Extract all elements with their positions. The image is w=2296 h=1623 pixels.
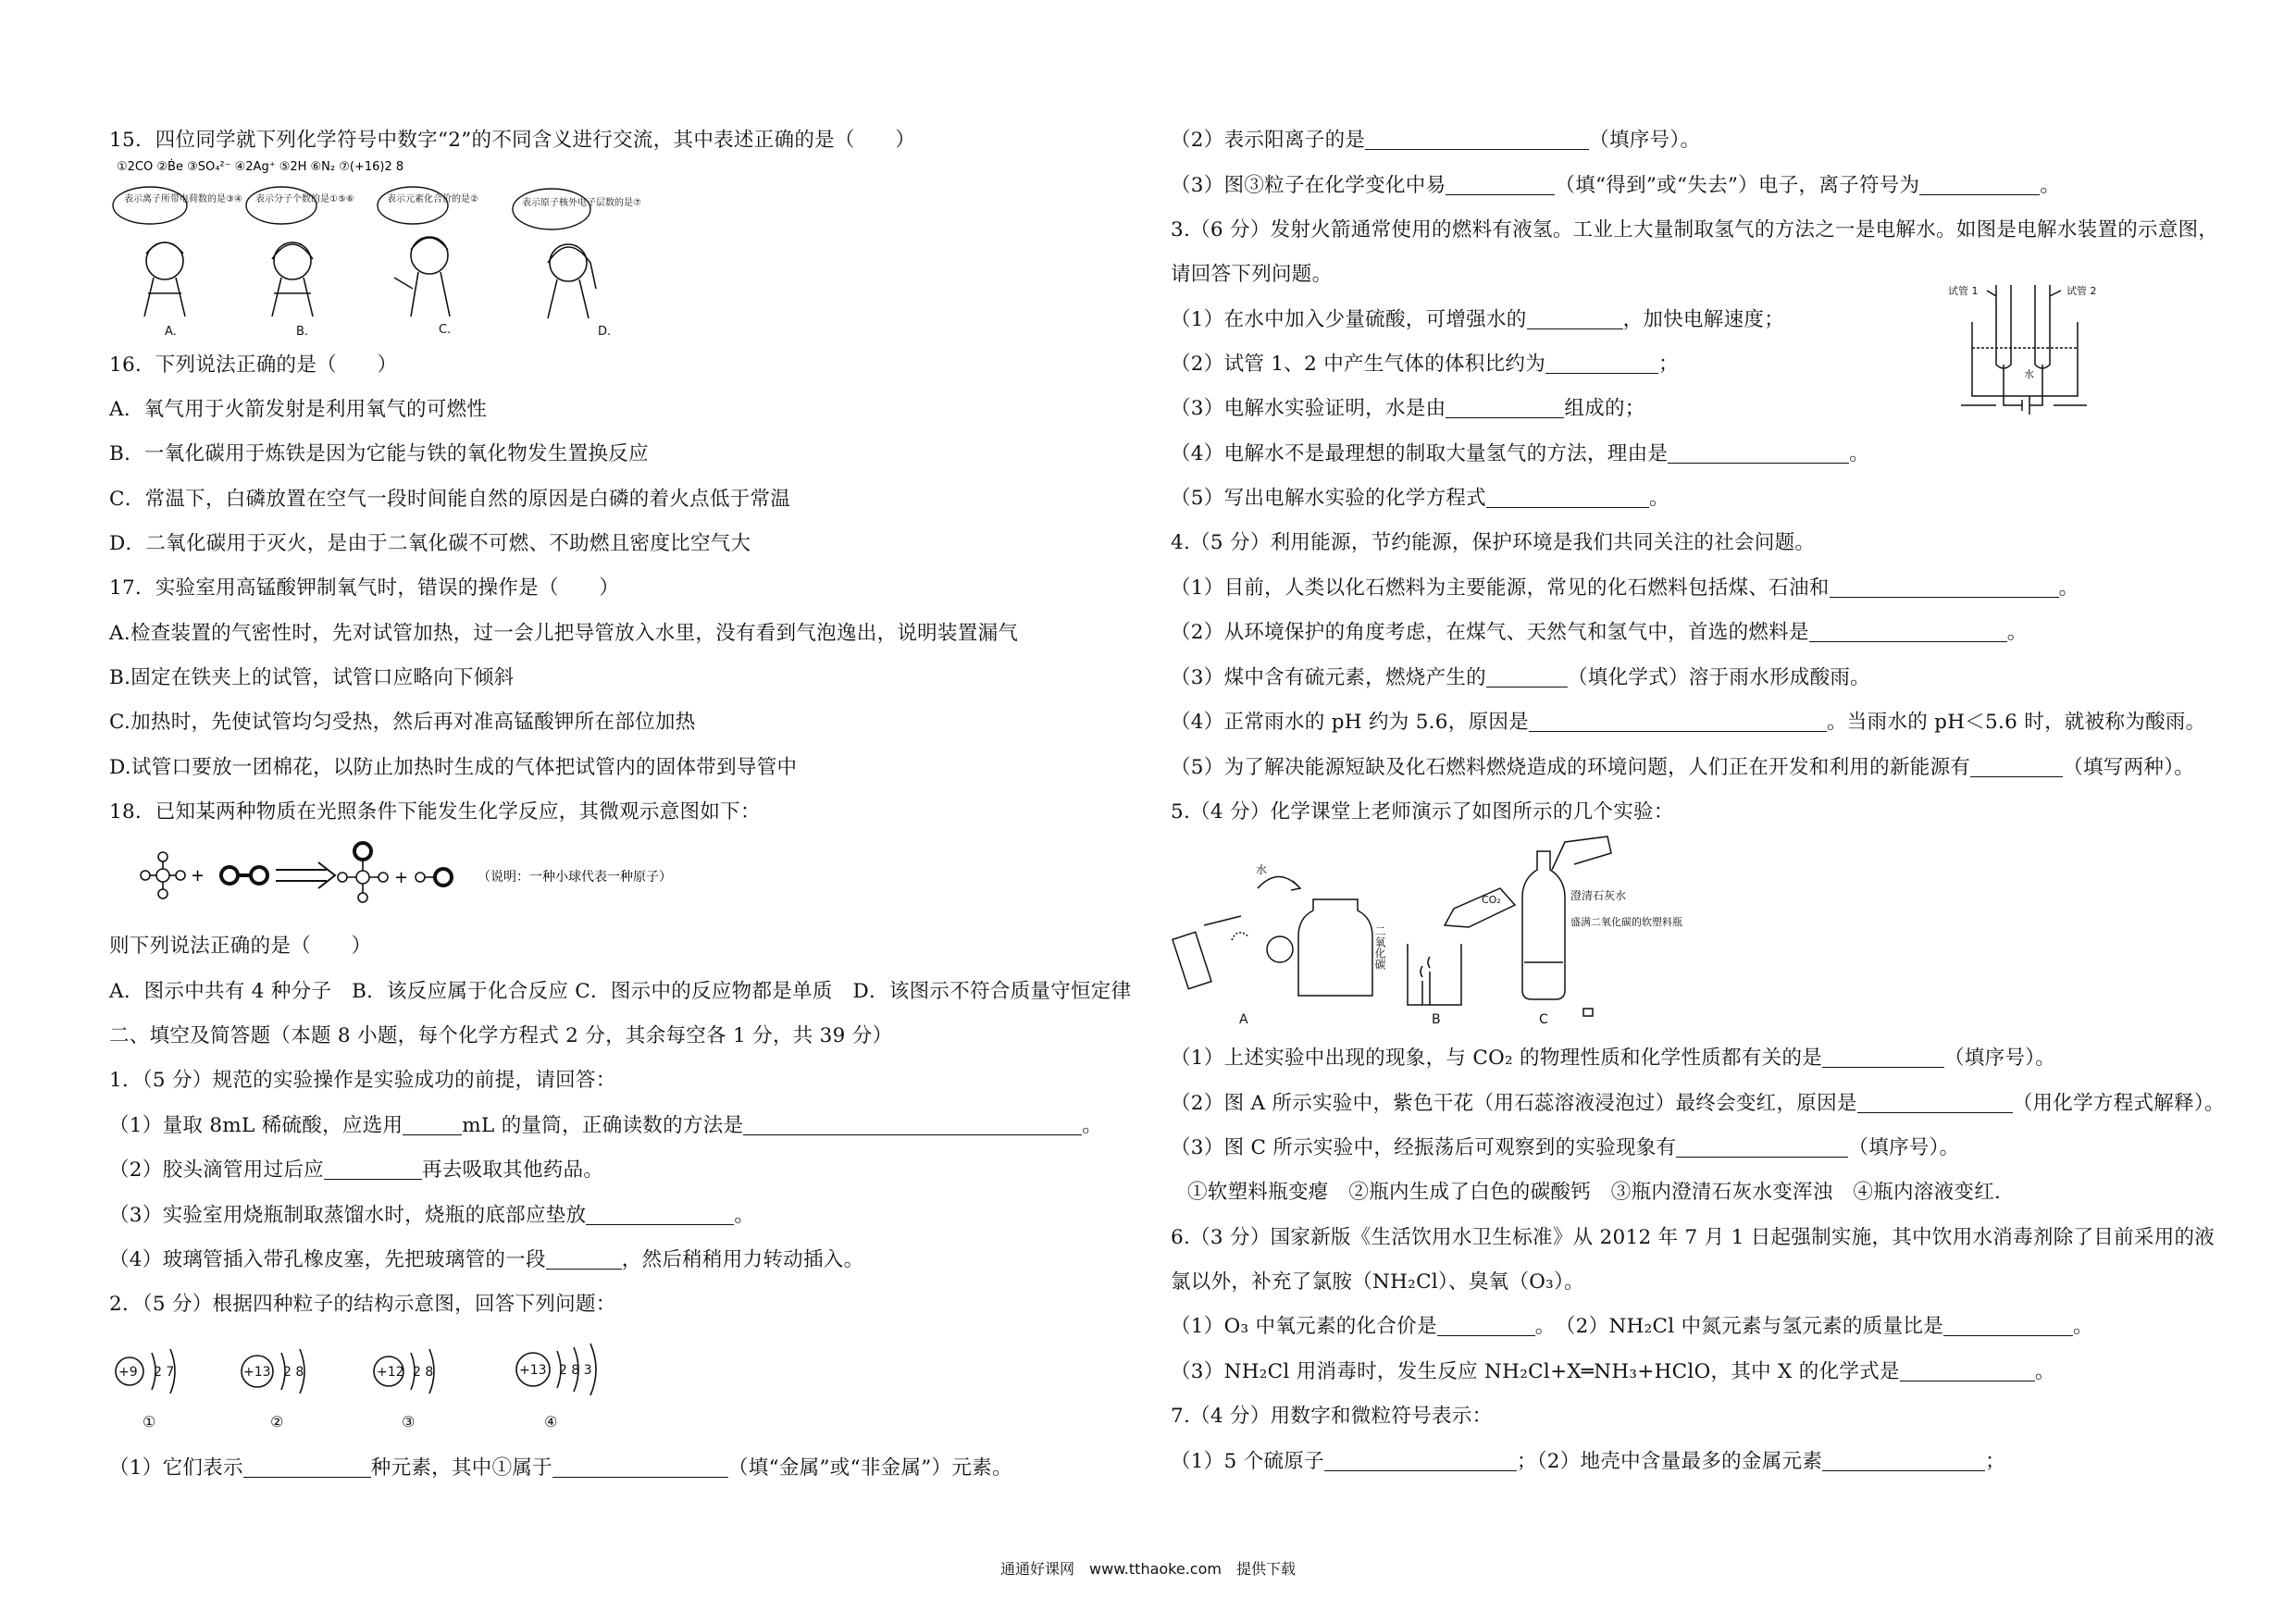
q4-p5-text-b: （填写两种）。 — [2063, 756, 2195, 779]
q18-note: （说明：一种小球代表一种原子） — [478, 870, 672, 885]
q6-stem-line1: 6.（3 分）国家新版《生活饮用水卫生标准》从 2012 年 7 月 1 日起强制实施，其中饮用水消毒剂除了目前采用的液 — [1171, 1226, 2215, 1249]
q1-p2-text-a: （2）胶头滴管用过后应 — [109, 1158, 324, 1182]
q5-p3-blank[interactable] — [1676, 1135, 1848, 1158]
q2-p3-text-b: （填“得到”或“失去”）电子，离子符号为 — [1555, 174, 1920, 197]
q1-stem: 1．（5 分）规范的实验操作是实验成功的前提，请回答： — [109, 1069, 616, 1092]
q3-p4-blank[interactable] — [1668, 441, 1849, 464]
q2-stem: 2．（5 分）根据四种粒子的结构示意图，回答下列问题： — [109, 1293, 616, 1316]
q3-p5-blank[interactable] — [1486, 486, 1649, 508]
q5-part3 — [1171, 1134, 1959, 1162]
q1-p3-blank[interactable] — [586, 1203, 734, 1225]
q16-option-b: B．一氧化碳用于炼铁是因为它能与铁的氧化物发生置换反应 — [109, 442, 649, 465]
q17-option-a: A.检查装置的气密性时，先对试管加热，过一会儿把导管放入水里，没有看到气泡逸出，说明装置漏气 — [109, 622, 1019, 645]
q6-part3 — [1171, 1358, 2055, 1386]
q6-p1-text-a: （1）O₃ 中氧元素的化合价是 — [1171, 1315, 1437, 1338]
q3-p5-text-b: 。 — [1648, 487, 1669, 510]
q3-part4 — [1171, 440, 1869, 468]
q3-p2-text-b: ； — [1658, 353, 1679, 376]
q2-p3-text-a: （3）图③粒子在化学变化中易 — [1171, 174, 1446, 197]
q2-part1 — [109, 1455, 1012, 1482]
q6-stem-line2: 氯以外，补充了氯胺（NH₂Cl）、臭氧（O₃）。 — [1171, 1270, 1584, 1294]
q1-p3-text-a: （3）实验室用烧瓶制取蒸馏水时，烧瓶的底部应垫放 — [109, 1204, 587, 1227]
page-footer: 通通好课网 www.tthaoke.com 提供下载 — [1000, 1560, 1296, 1578]
q3-part2 — [1171, 351, 1679, 378]
q5-part2 — [1171, 1090, 2225, 1118]
q1-p1-blank-1[interactable] — [403, 1113, 462, 1135]
q4-p1-text-b: 。 — [2058, 576, 2079, 600]
q3-p3-text-b: 组成的； — [1564, 397, 1645, 420]
q7-stem: 7.（4 分）用数字和微粒符号表示： — [1171, 1405, 1493, 1428]
q17-stem: 17．实验室用高锰酸钾制氧气时，错误的操作是（ ） — [109, 576, 620, 600]
q1-part3 — [109, 1202, 754, 1230]
q2-p1-blank-2[interactable] — [552, 1456, 728, 1478]
q5-stem: 5.（4 分）化学课堂上老师演示了如图所示的几个实验： — [1171, 800, 1674, 824]
q4-part1 — [1171, 575, 2079, 602]
q4-p1-text-a: （1）目前，人类以化石燃料为主要能源，常见的化石燃料包括煤、石油和 — [1171, 576, 1830, 600]
q6-p1-blank-2[interactable] — [1943, 1314, 2073, 1336]
q6-p1-blank-1[interactable] — [1437, 1314, 1535, 1336]
q5-part1 — [1171, 1045, 2055, 1072]
q3-stem-line1: 3.（6 分）发射火箭通常使用的燃料有液氢。工业上大量制取氢气的方法之一是电解水。如图是电解水装置的示意图， — [1171, 218, 2219, 242]
q3-p1-text-a: （1）在水中加入少量硫酸，可增强水的 — [1171, 308, 1527, 331]
q15-bubble-a: 表示离子所带电荷数的是③④ — [124, 194, 242, 204]
q4-part5 — [1171, 754, 2194, 782]
q3-p4-text-a: （4）电解水不是最理想的制取大量氢气的方法，理由是 — [1171, 442, 1669, 465]
q1-p1-text-a: （1）量取 8mL 稀硫酸，应选用 — [109, 1114, 403, 1137]
q5-p2-text-a: （2）图 A 所示实验中，紫色干花（用石蕊溶液浸泡过）最终会变红，原因是 — [1171, 1092, 1857, 1115]
q3-p4-text-b: 。 — [1849, 442, 1869, 465]
q2-p1-shells: 2 7 — [154, 1365, 175, 1380]
section-2-heading: 二、填空及简答题（本题 8 小题，每个化学方程式 2 分，其余每空各 1 分，共 39 分） — [109, 1024, 893, 1047]
q4-part2 — [1171, 619, 2028, 647]
q15-label-a: A. — [165, 325, 177, 339]
q4-p1-blank[interactable] — [1830, 576, 2059, 598]
q5-fig-label-a: A — [1239, 1012, 1248, 1027]
q5-p1-blank[interactable] — [1822, 1046, 1944, 1068]
q4-p3-text-a: （3）煤中含有硫元素，燃烧产生的 — [1171, 666, 1486, 689]
q7-p1-text-a: （1）5 个硫原子 — [1171, 1450, 1324, 1473]
q15-label-c: C. — [439, 323, 452, 337]
q4-p5-blank[interactable] — [1970, 755, 2063, 777]
q4-p2-text-b: 。 — [2006, 621, 2028, 644]
svg-text:+: + — [394, 868, 409, 887]
q5-p2-blank[interactable] — [1857, 1091, 2013, 1113]
q18-stem: 18．已知某两种物质在光照条件下能发生化学反应，其微观示意图如下： — [109, 800, 761, 824]
q6-part1 — [1171, 1313, 2093, 1341]
q7-p1-text-b: ；（2）地壳中含量最多的金属元素 — [1516, 1450, 1823, 1473]
q5-fig-bottle: 盛满二氧化碳的软塑料瓶 — [1570, 916, 1682, 928]
q18-reaction-diagram — [137, 833, 692, 916]
q2-p4-core: +13 — [519, 1363, 547, 1378]
q3-p1-text-b: ，加快电解速度； — [1622, 308, 1784, 331]
q15-stem: 15．四位同学就下列化学符号中数字“2”的不同含义进行交流，其中表述正确的是（ ） — [109, 129, 916, 152]
q5-fig-water: 水 — [1256, 863, 1268, 876]
q1-p1-text-b: mL 的量筒，正确读数的方法是 — [462, 1114, 744, 1137]
q3-fig-tube1: 试管 1 — [1948, 285, 1979, 297]
q2-p1-label: ① — [143, 1413, 156, 1431]
q15-bubble-c: 表示元素化合价的是② — [387, 194, 478, 204]
q1-part1 — [109, 1112, 1102, 1140]
q5-p1-text-a: （1）上述实验中出现的现象，与 CO₂ 的物理性质和化学性质都有关的是 — [1171, 1047, 1823, 1070]
q4-part4 — [1171, 709, 2205, 737]
q5-choices: ①软塑料瓶变瘪 ②瓶内生成了白色的碳酸钙 ③瓶内澄清石灰水变浑浊 ④瓶内溶液变红. — [1187, 1181, 2002, 1204]
q1-p1-text-c: 。 — [1082, 1114, 1103, 1137]
q2-p3-core: +12 — [377, 1365, 404, 1380]
q2-p1-text-b: 种元素，其中①属于 — [370, 1456, 552, 1480]
q15-label-b: B. — [296, 325, 309, 339]
q1-part4 — [109, 1246, 863, 1274]
q4-p3-blank[interactable] — [1486, 665, 1568, 688]
q3-fig-tube2: 试管 2 — [2066, 285, 2097, 297]
q6-p3-text-b: 。 — [2034, 1360, 2055, 1383]
q6-p3-text-a: （3）NH₂Cl 用消毒时，发生反应 NH₂Cl+X═NH₃+HClO，其中 X 的化学式是 — [1171, 1360, 1900, 1383]
q7-p1-blank-1[interactable] — [1324, 1449, 1517, 1471]
q2-p1-blank-1[interactable] — [243, 1456, 371, 1478]
q17-option-d: D.试管口要放一团棉花，以防止加热时生成的气体把试管内的固体带到导管中 — [109, 756, 798, 779]
q2-p3-blank-1[interactable] — [1446, 173, 1555, 195]
q6-p3-blank[interactable] — [1900, 1359, 2035, 1381]
q4-p2-blank[interactable] — [1809, 620, 2007, 642]
q16-option-a: A．氧气用于火箭发射是利用氧气的可燃性 — [109, 398, 488, 421]
q3-part1 — [1171, 306, 1784, 334]
q4-p4-blank[interactable] — [1529, 710, 1827, 732]
q3-part3 — [1171, 395, 1645, 423]
q5-fig-co2-side: 二氧化碳 — [1373, 925, 1386, 970]
q7-p1-blank-2[interactable] — [1822, 1449, 1985, 1471]
q5-fig-label-c: C — [1539, 1012, 1548, 1027]
q3-p2-text-a: （2）试管 1、2 中产生气体的体积比约为 — [1171, 353, 1546, 376]
q1-p1-blank-2[interactable] — [743, 1113, 1082, 1135]
q2-part2 — [1171, 127, 1700, 155]
q17-option-b: B.固定在铁夹上的试管，试管口应略向下倾斜 — [109, 666, 515, 689]
q3-p3-blank[interactable] — [1446, 396, 1564, 418]
q4-p4-text-a: （4）正常雨水的 pH 约为 5.6，原因是 — [1171, 711, 1529, 734]
q2-part3 — [1171, 172, 2060, 200]
q4-p3-text-b: （填化学式）溶于雨水形成酸雨。 — [1567, 666, 1870, 689]
q2-p3-text-c: 。 — [2040, 174, 2061, 197]
q2-p2-label: ② — [270, 1413, 284, 1431]
q3-fig-water: 水 — [2024, 368, 2034, 380]
q15-label-d: D. — [598, 325, 612, 339]
q4-p5-text-a: （5）为了解决能源短缺及化石燃料燃烧造成的环境问题，人们正在开发和利用的新能源有 — [1171, 756, 1971, 779]
q2-p4-label: ④ — [544, 1413, 558, 1431]
q5-fig-co2: CO₂ — [1482, 894, 1501, 906]
q6-p1-text-b: 。 （2）NH₂Cl 中氮元素与氢元素的质量比是 — [1534, 1315, 1943, 1338]
q3-stem-line2: 请回答下列问题。 — [1171, 263, 1333, 286]
q3-p5-text-a: （5）写出电解水实验的化学方程式 — [1171, 487, 1486, 510]
q2-p2-shells: 2 8 — [283, 1365, 304, 1380]
q2-p1-core: +9 — [118, 1365, 138, 1380]
q15-symbols: ①2CO ②Ḃe ③SO₄²⁻ ④2Ag⁺ ⑤2H ⑥N₂ ⑦(+16)2 8 — [117, 160, 404, 174]
q15-bubble-b: 表示分子个数的是①⑤⑥ — [255, 194, 354, 204]
q3-part5 — [1171, 485, 1669, 513]
q4-stem: 4.（5 分）利用能源，节约能源，保护环境是我们共同关注的社会问题。 — [1171, 531, 1816, 554]
q6-p1-text-c: 。 — [2073, 1315, 2093, 1338]
q1-p4-text-b: ，然后稍稍用力转动插入。 — [621, 1248, 864, 1271]
q2-p2-text-a: （2）表示阳离子的是 — [1171, 129, 1366, 152]
q1-p2-text-b: 再去吸取其他药品。 — [421, 1158, 604, 1182]
q1-p4-text-a: （4）玻璃管插入带孔橡皮塞，先把玻璃管的一段 — [109, 1248, 546, 1271]
q1-p4-blank[interactable] — [546, 1247, 622, 1270]
q4-part3 — [1171, 664, 1870, 692]
q7-part1 — [1171, 1448, 2005, 1476]
q15-bubble-d: 表示原子核外电子层数的是⑦ — [522, 198, 641, 208]
q18-options: A．图示中共有 4 种分子 B．该反应属于化合反应 C．图示中的反应物都是单质 D．该图示不符合质量守恒定律 — [109, 980, 1132, 1003]
q1-p2-blank[interactable] — [324, 1158, 422, 1180]
q4-p2-text-a: （2）从环境保护的角度考虑，在煤气、天然气和氢气中，首选的燃料是 — [1171, 621, 1809, 644]
q7-p1-text-c: ； — [1985, 1450, 2005, 1473]
q2-particle-diagrams — [109, 1325, 627, 1436]
q2-p3-blank-2[interactable] — [1919, 173, 2040, 195]
q3-p2-blank[interactable] — [1545, 352, 1658, 374]
q15-cartoon-figure — [117, 159, 644, 337]
q1-p3-text-b: 。 — [734, 1204, 755, 1227]
q5-experiment-figures — [1176, 833, 1682, 1027]
q5-p3-text-b: （填序号）。 — [1848, 1136, 1960, 1159]
q16-option-d: D．二氧化碳用于灭火，是由于二氧化碳不可燃、不助燃且密度比空气大 — [109, 532, 751, 555]
q1-part2 — [109, 1157, 603, 1184]
q18-follow: 则下列说法正确的是（ ） — [109, 935, 372, 958]
q2-p1-text-c: （填“金属”或“非金属”）元素。 — [727, 1456, 1012, 1480]
q2-p3-shells: 2 8 — [413, 1365, 434, 1380]
q2-p3-label: ③ — [402, 1413, 416, 1431]
q5-p1-text-b: （填序号）。 — [1944, 1047, 2056, 1070]
q5-fig-label-b: B — [1432, 1012, 1441, 1027]
q3-p1-blank[interactable] — [1527, 307, 1623, 329]
q5-p2-text-b: （用化学方程式解释）。 — [2012, 1092, 2225, 1115]
q2-p2-text-b: （填序号）。 — [1589, 129, 1701, 152]
q17-option-c: C.加热时，先使试管均匀受热，然后再对准高锰酸钾所在部位加热 — [109, 711, 696, 734]
svg-text:+: + — [191, 866, 205, 886]
q2-p2-blank[interactable] — [1365, 128, 1589, 150]
q2-p4-shells: 2 8 3 — [559, 1363, 592, 1378]
q2-p1-text-a: （1）它们表示 — [109, 1456, 243, 1480]
q3-electrolysis-diagram — [1939, 276, 2115, 415]
q2-p2-core: +13 — [243, 1365, 271, 1380]
q5-fig-limewater: 澄清石灰水 — [1570, 889, 1627, 902]
q16-stem: 16．下列说法正确的是（ ） — [109, 353, 398, 377]
q16-option-c: C．常温下，白磷放置在空气一段时间能自然的原因是白磷的着火点低于常温 — [109, 488, 791, 511]
q4-p4-text-b: 。当雨水的 pH＜5.6 时，就被称为酸雨。 — [1827, 711, 2206, 734]
q5-p3-text-a: （3）图 C 所示实验中，经振荡后可观察到的实验现象有 — [1171, 1136, 1677, 1159]
q3-p3-text-a: （3）电解水实验证明，水是由 — [1171, 397, 1446, 420]
